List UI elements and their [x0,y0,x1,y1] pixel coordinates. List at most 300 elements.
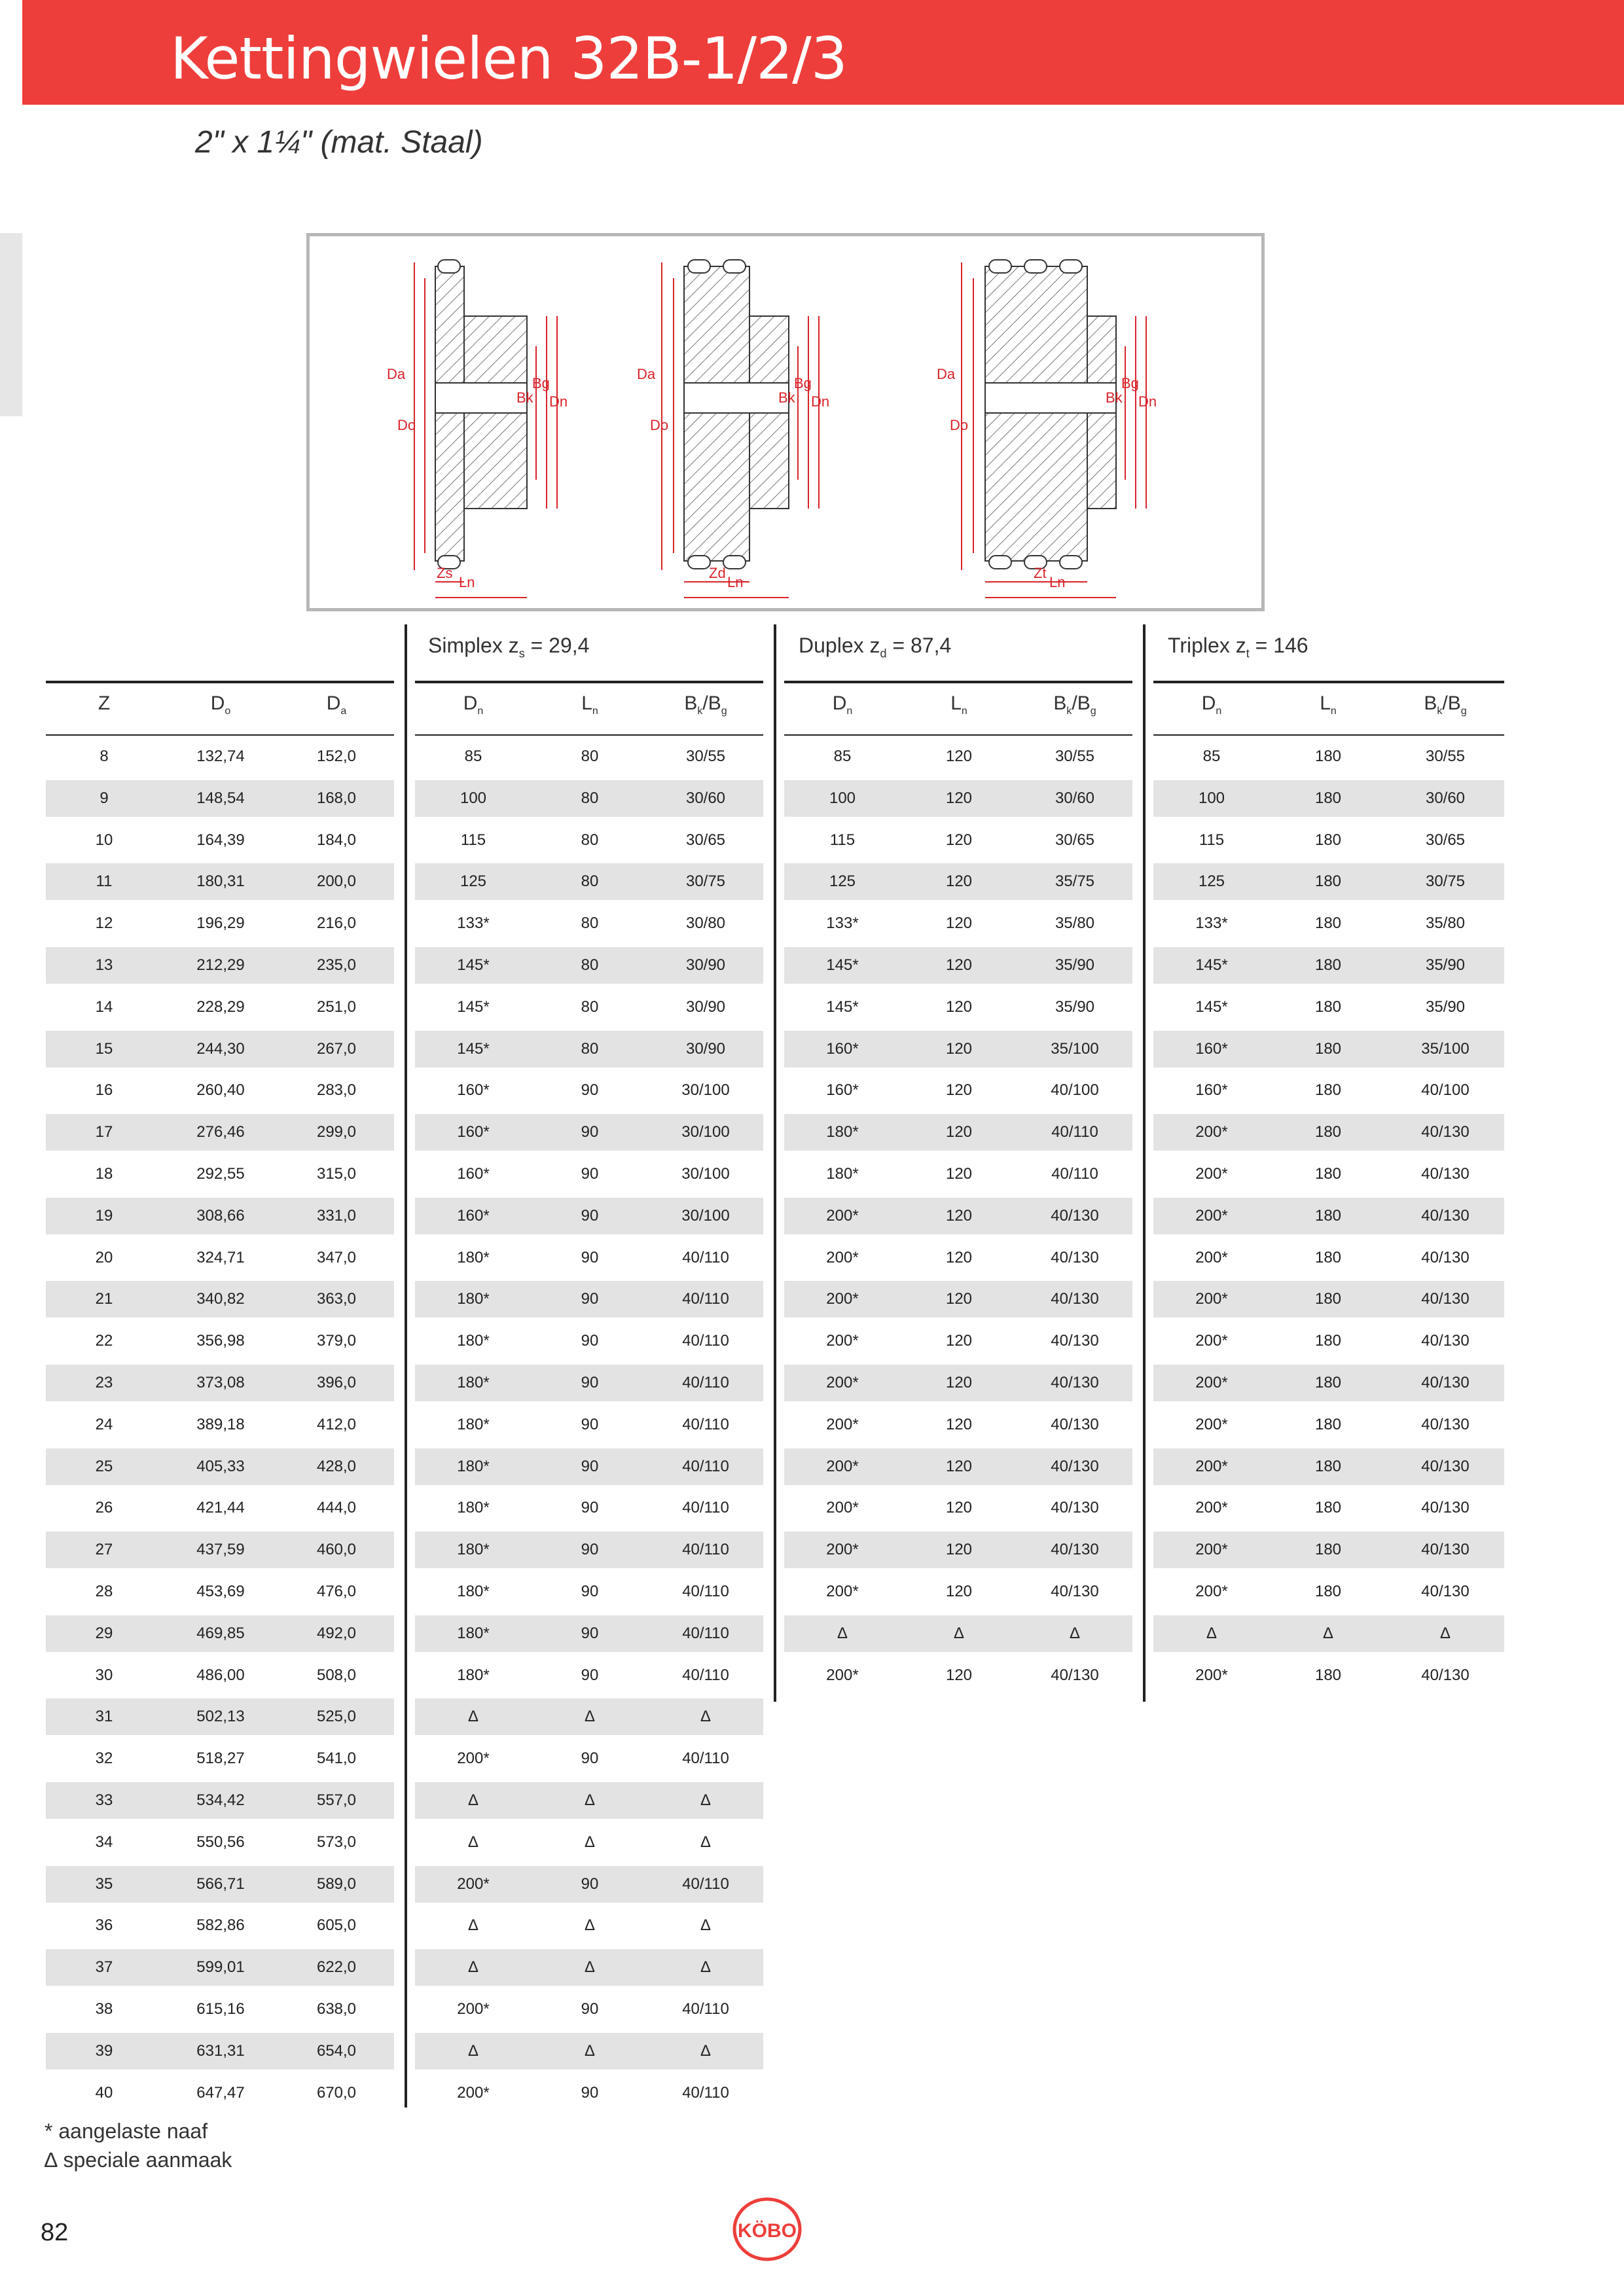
table-cell: 180 [1314,1290,1342,1308]
table-cell: 28 [95,1583,113,1600]
table-cell: 115 [1199,831,1225,849]
table-cell: 200* [826,1666,859,1684]
table-cell: 180,31 [196,872,245,891]
triplex-separator [1143,624,1146,1702]
table-cell: 90 [581,1165,599,1183]
table-cell: 180 [1314,956,1342,974]
table-cell: ∆ [1323,1624,1333,1642]
table-cell: 120 [945,872,973,891]
footnote-welded-hub: * aangelaste naaf [45,2119,208,2143]
table-cell: 200* [826,1290,859,1308]
table-cell: 180* [457,1457,490,1475]
table-cell: 180* [457,1499,490,1517]
table-cell: 40/110 [682,1874,729,1893]
table-cell: ∆ [468,1958,478,1977]
table-cell: ∆ [700,1958,711,1977]
table-cell: 200* [1195,1415,1228,1433]
table-cell: ∆ [954,1624,964,1642]
table-cell: 40/130 [1421,1165,1470,1183]
table-cell: 180 [1314,1206,1342,1225]
table-cell: 115 [829,831,856,849]
table-cell: 40/110 [1051,1165,1098,1183]
table-cell: 40/130 [1421,1583,1470,1600]
table-cell: 40/130 [1051,1499,1099,1517]
table-cell: 200* [826,1499,859,1517]
table-cell: 35/90 [1055,956,1095,974]
table-cell: 145* [826,997,859,1016]
table-cell: ∆ [468,1791,478,1809]
table-cell: 80 [581,956,599,974]
table-cell: 30/65 [685,831,726,849]
table-cell: 428,0 [316,1457,357,1475]
table-cell: 145* [1195,956,1228,974]
table-cell: 120 [945,1457,973,1475]
table-cell: 180 [1314,1248,1342,1266]
table-cell: 40/130 [1421,1123,1470,1141]
table-cell: 30/100 [681,1165,730,1183]
table-cell: 180 [1314,1499,1342,1517]
table-cell: 90 [581,1332,599,1350]
label-ln-simplex: Ln [459,574,475,590]
table-cell: 160* [457,1081,490,1100]
table-cell: 90 [581,1457,599,1475]
table-cell: ∆ [700,2041,711,2060]
table-cell: 550,56 [196,1833,245,1851]
table-cell: 10 [95,831,113,849]
table-cell: 180* [457,1374,490,1391]
table-cell: 30/55 [1055,747,1095,765]
table-cell: 31 [95,1708,113,1726]
table-cell: 120 [945,1248,973,1266]
table-cell: 670,0 [316,2083,357,2102]
table-cell: 40/110 [682,1666,729,1684]
table-cell: 622,0 [316,1958,357,1977]
table-cell: 164,39 [196,831,245,849]
table-cell: ∆ [585,1958,595,1977]
label-ln-triplex: Ln [1049,574,1066,590]
table-cell: 85 [464,747,482,765]
table-cell: 80 [581,789,599,807]
column-header-dn: $D_n$ [832,692,853,717]
column-header-dn: $D_n$ [1201,692,1222,717]
table-cell: 38 [95,2000,113,2018]
table-cell: 582,86 [196,1916,245,1935]
table-cell: 39 [95,2041,113,2060]
table-cell: 35/100 [1051,1039,1099,1058]
table-cell: 90 [581,1749,599,1768]
column-header-z: Z [98,692,111,714]
header-rule-duplex [784,681,1132,683]
table-cell: 40/130 [1421,1248,1470,1266]
table-cell: 180 [1314,997,1342,1016]
label-dn-duplex: Dn [811,393,830,410]
table-cell: ∆ [585,1791,595,1809]
table-cell: 40/130 [1051,1583,1099,1600]
table-cell: 30/60 [685,789,726,807]
table-cell: 40/110 [682,1624,729,1642]
table-cell: 125 [460,872,487,891]
table-cell: 469,85 [196,1624,245,1642]
table-cell: 324,71 [196,1248,245,1266]
table-cell: 40/130 [1421,1290,1470,1308]
table-cell: 160* [826,1039,859,1058]
table-cell: 15 [95,1039,113,1058]
table-cell: 180* [457,1415,490,1433]
table-cell: 180 [1314,789,1342,807]
table-cell: 35/100 [1421,1039,1470,1058]
label-ln-duplex: Ln [727,574,744,590]
table-cell: 90 [581,1081,599,1100]
table-cell: 200* [826,1374,859,1391]
table-cell: 180 [1314,1583,1342,1600]
simplex-separator [405,624,407,2108]
duplex-drawing [637,260,829,598]
label-dn: Dn [549,393,568,410]
table-cell: 13 [95,956,113,974]
table-cell: 200* [1195,1123,1228,1141]
table-cell: 40/130 [1051,1206,1099,1225]
table-cell: 90 [581,1666,599,1684]
table-cell: 120 [945,1583,973,1600]
table-cell: 180* [457,1624,490,1642]
table-cell: 200* [457,2000,490,2018]
table-cell: 276,46 [196,1123,245,1141]
table-cell: 120 [945,956,973,974]
label-bg-duplex: Bg [794,375,812,391]
table-cell: 120 [945,1123,973,1141]
table-cell: 35 [95,1874,113,1893]
table-cell: 40/130 [1051,1332,1099,1350]
table-cell: ∆ [700,1791,711,1809]
table-cell: 90 [581,1874,599,1893]
table-cell: 200* [1195,1666,1228,1684]
table-cell: 654,0 [316,2041,357,2060]
table-cell: 11 [96,872,113,891]
table-cell: 90 [581,1123,599,1141]
table-cell: 373,08 [196,1374,245,1391]
table-cell: ∆ [700,1916,711,1935]
table-cell: 347,0 [316,1248,357,1266]
table-cell: 100 [829,789,856,807]
label-bk-duplex: Bk [778,389,795,406]
table-cell: 120 [945,747,973,765]
table-cell: 30/60 [1425,789,1466,807]
table-cell: ∆ [468,1833,478,1851]
table-cell: 19 [95,1206,113,1225]
table-cell: 180* [457,1583,490,1600]
table-cell: 27 [95,1541,113,1559]
table-cell: 589,0 [316,1874,357,1893]
table-cell: 180 [1314,1541,1342,1559]
column-header-da: $D_a$ [326,692,347,717]
label-zs: Zs [437,565,453,581]
table-cell: 180 [1314,1081,1342,1100]
table-cell: 180 [1314,831,1342,849]
table-cell: 200* [826,1248,859,1266]
table-cell: 90 [581,1541,599,1559]
table-cell: 180 [1314,1123,1342,1141]
table-cell: 573,0 [316,1833,357,1851]
table-cell: 180* [457,1248,490,1266]
sprocket-drawings [310,236,1261,608]
table-cell: 405,33 [196,1457,245,1475]
table-cell: 80 [581,914,599,933]
table-cell: 486,00 [196,1666,245,1684]
table-cell: 180 [1314,1457,1342,1475]
table-cell: 30/90 [685,956,726,974]
table-cell: 120 [945,1290,973,1308]
table-cell: 21 [95,1290,113,1308]
triplex-drawing [937,260,1157,598]
table-cell: 180 [1314,914,1342,933]
table-cell: 180* [457,1666,490,1684]
table-cell: 180* [826,1165,859,1183]
label-dn-triplex: Dn [1138,393,1157,410]
table-cell: 40/110 [682,1541,729,1559]
table-cell: 8 [99,747,109,765]
table-cell: 12 [95,914,113,933]
table-cell: 145* [1195,997,1228,1016]
table-cell: 120 [945,789,973,807]
column-header-ln: $L_n$ [581,692,598,717]
table-cell: 30/80 [685,914,726,933]
table-cell: 36 [95,1916,113,1935]
table-cell: 541,0 [316,1749,357,1768]
label-da-triplex: Da [937,366,956,382]
table-cell: 200* [826,1583,859,1600]
table-cell: 502,13 [196,1708,245,1726]
table-cell: 125 [829,872,856,891]
table-cell: 180 [1314,1039,1342,1058]
table-cell: 16 [95,1081,113,1100]
table-cell: 40/130 [1421,1206,1470,1225]
side-tab [0,233,22,416]
table-cell: 492,0 [316,1624,357,1642]
table-cell: 235,0 [316,956,357,974]
table-cell: 90 [581,1499,599,1517]
table-cell: 133* [457,914,490,933]
table-cell: ∆ [585,1833,595,1851]
table-cell: 90 [581,1290,599,1308]
simplex-group-title: Simplex $z_s = 29,4$ [428,634,590,660]
table-cell: 200* [826,1541,859,1559]
table-cell: 40/110 [682,1457,729,1475]
table-cell: 30/90 [685,997,726,1016]
table-cell: 180 [1314,1165,1342,1183]
table-cell: 315,0 [316,1165,357,1183]
table-cell: 120 [945,1165,973,1183]
table-cell: ∆ [1070,1624,1080,1642]
label-zt: Zt [1034,565,1047,581]
table-cell: 647,47 [196,2083,245,2102]
table-cell: 35/80 [1425,914,1466,933]
table-cell: 40/130 [1051,1457,1099,1475]
table-cell: 80 [581,1039,599,1058]
table-cell: 251,0 [316,997,357,1016]
table-cell: 34 [95,1833,113,1851]
table-cell: 120 [945,1039,973,1058]
table-cell: 599,01 [196,1958,245,1977]
table-cell: 30 [95,1666,113,1684]
table-cell: 40/130 [1421,1499,1470,1517]
table-cell: 40/110 [682,1583,729,1600]
table-cell: 145* [457,956,490,974]
table-cell: 120 [945,997,973,1016]
table-cell: 180 [1314,1415,1342,1433]
table-cell: 40/130 [1421,1415,1470,1433]
table-cell: 125 [1198,872,1225,891]
table-cell: ∆ [837,1624,848,1642]
label-bg-triplex: Bg [1121,375,1139,391]
table-cell: 525,0 [316,1708,357,1726]
table-cell: 389,18 [196,1415,245,1433]
label-zd: Zd [709,565,726,581]
table-cell: 9 [99,789,109,807]
duplex-group-title: Duplex $z_d = 87,4$ [799,634,952,660]
table-cell: 14 [95,997,113,1016]
table-cell: 200* [1195,1332,1228,1350]
table-cell: 85 [833,747,852,765]
table-cell: 18 [95,1165,113,1183]
table-cell: 120 [945,1332,973,1350]
table-cell: 40/110 [682,1248,729,1266]
table-cell: 379,0 [316,1332,357,1350]
label-bk: Bk [516,389,533,406]
table-cell: 115 [460,831,486,849]
table-cell: 23 [95,1374,113,1391]
table-cell: 40 [95,2083,113,2102]
table-cell: 24 [95,1415,113,1433]
table-cell: 180 [1314,872,1342,891]
table-cell: 216,0 [316,914,357,933]
header-rule-simplex [415,681,763,683]
column-header-ln: $L_n$ [1320,692,1337,717]
table-cell: 40/110 [682,1415,729,1433]
table-cell: 615,16 [196,2000,245,2018]
table-cell: 30/60 [1055,789,1095,807]
table-cell: ∆ [585,1708,595,1726]
table-cell: 437,59 [196,1541,245,1559]
table-cell: 200* [457,1874,490,1893]
table-cell: 180* [457,1332,490,1350]
table-cell: 133* [1195,914,1228,933]
table-cell: 340,82 [196,1290,245,1308]
table-cell: 20 [95,1248,113,1266]
label-do-duplex: Do [650,417,669,433]
table-cell: 331,0 [316,1206,357,1225]
table-cell: 17 [95,1123,113,1141]
table-cell: 40/100 [1421,1081,1470,1100]
table-cell: 292,55 [196,1165,245,1183]
table-cell: 85 [1202,747,1221,765]
table-cell: ∆ [468,2041,478,2060]
table-cell: 180* [457,1290,490,1308]
table-cell: 40/130 [1051,1666,1099,1684]
label-bk-triplex: Bk [1106,389,1123,406]
table-cell: 145* [457,997,490,1016]
table-cell: 476,0 [316,1583,357,1600]
table-cell: 160* [1195,1039,1228,1058]
table-cell: 356,98 [196,1332,245,1350]
page-subtitle: 2" x 1¼" (mat. Staal) [195,125,483,160]
table-cell: 200* [1195,1583,1228,1600]
table-cell: 200* [826,1206,859,1225]
table-cell: 32 [95,1749,113,1768]
label-da: Da [387,366,406,382]
table-cell: 26 [95,1499,113,1517]
table-cell: 40/130 [1051,1374,1099,1391]
table-cell: 260,40 [196,1081,245,1100]
table-cell: 160* [826,1081,859,1100]
sprocket-diagram [306,233,1265,611]
table-cell: 90 [581,1624,599,1642]
table-cell: 30/55 [1425,747,1466,765]
table-cell: 412,0 [316,1415,357,1433]
table-cell: 638,0 [316,2000,357,2018]
table-cell: 631,31 [196,2041,245,2060]
table-cell: 200* [457,1749,490,1768]
table-cell: 200,0 [316,872,357,891]
simplex-drawing [387,260,568,598]
table-cell: 40/100 [1051,1081,1099,1100]
table-cell: 200* [1195,1165,1228,1183]
label-bg: Bg [532,375,550,391]
column-header-ln: $L_n$ [950,692,967,717]
table-cell: 40/110 [682,1499,729,1517]
table-cell: 308,66 [196,1206,245,1225]
table-cell: 40/110 [682,2000,729,2018]
table-cell: 200* [1195,1541,1228,1559]
table-cell: 534,42 [196,1791,245,1809]
table-cell: 180 [1314,747,1342,765]
table-cell: 80 [581,872,599,891]
table-cell: 30/90 [685,1039,726,1058]
table-cell: 100 [460,789,487,807]
table-cell: ∆ [1206,1624,1217,1642]
table-cell: 40/130 [1051,1248,1099,1266]
table-cell: 460,0 [316,1541,357,1559]
table-cell: 566,71 [196,1874,245,1893]
table-cell: 120 [945,831,973,849]
table-cell: 40/110 [682,1374,729,1391]
table-cell: 30/100 [681,1206,730,1225]
table-cell: 228,29 [196,997,245,1016]
column-header-bkbg: $B_k/B_g$ [684,692,727,717]
table-cell: ∆ [700,1833,711,1851]
kobo-logo [732,2197,803,2262]
label-da-duplex: Da [637,366,656,382]
table-cell: 363,0 [316,1290,357,1308]
table-cell: 37 [95,1958,113,1977]
table-cell: 40/110 [682,1290,729,1308]
table-cell: ∆ [585,2041,595,2060]
page-title: Kettingwielen 32B-1/2/3 [170,25,847,92]
table-cell: 160* [457,1165,490,1183]
column-header-dn: $D_n$ [463,692,484,717]
table-cell: 120 [945,1374,973,1391]
label-do: Do [397,417,416,433]
column-header-bkbg: $B_k/B_g$ [1424,692,1467,717]
table-cell: 148,54 [196,789,245,807]
table-cell: 80 [581,747,599,765]
table-cell: 22 [95,1332,113,1350]
table-cell: 133* [826,914,859,933]
table-cell: 30/55 [685,747,726,765]
table-cell: 557,0 [316,1791,357,1809]
table-cell: 90 [581,1374,599,1391]
table-cell: ∆ [585,1916,595,1935]
header-rule-base [46,681,394,683]
